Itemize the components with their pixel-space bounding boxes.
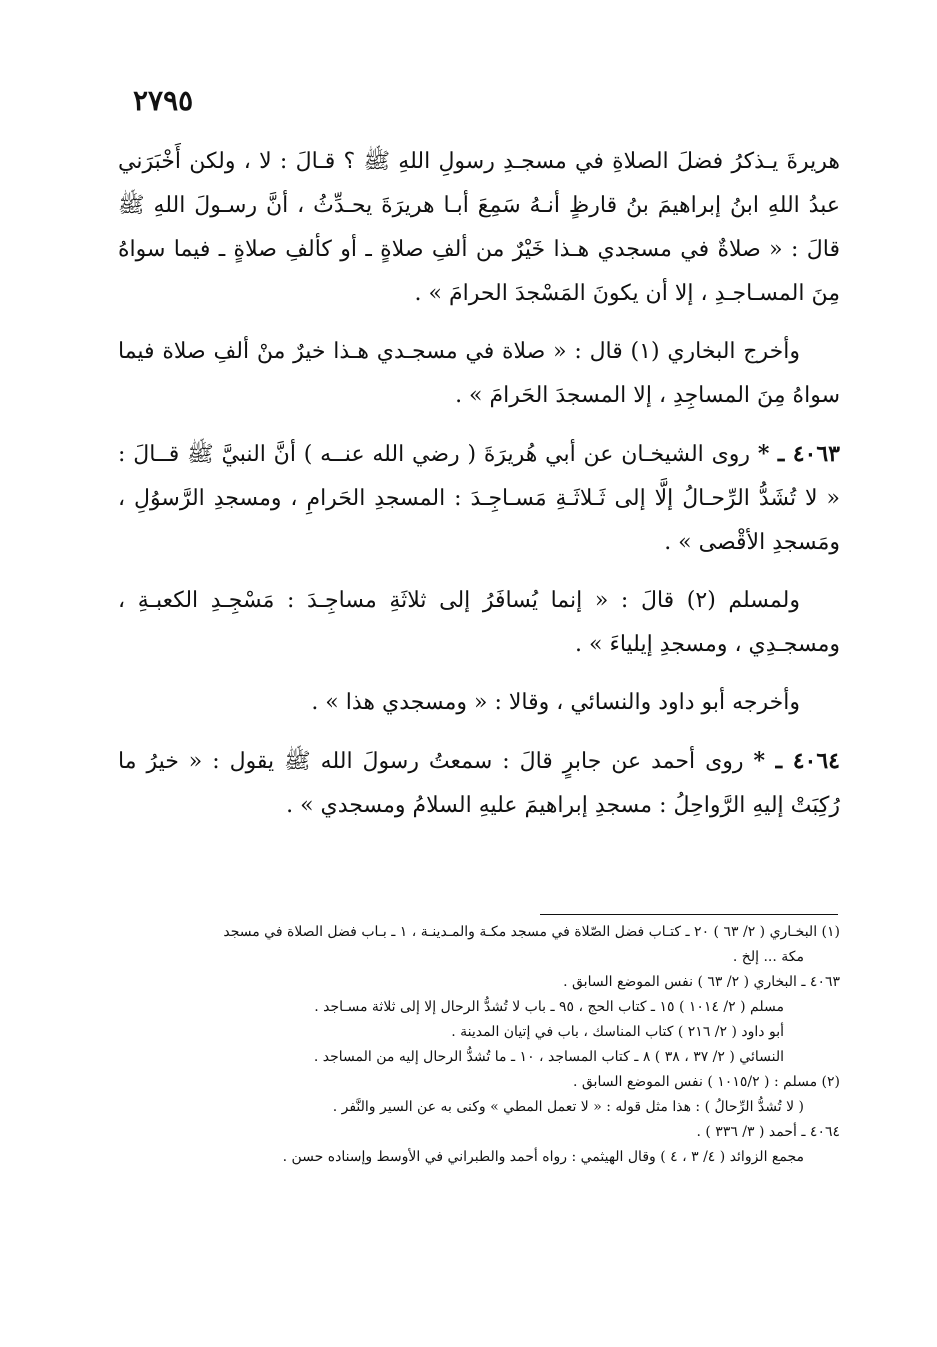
paragraph-abu-dawud: وأخرجه أبو داود والنسائي ، وقالا : « ومسجدي هذا » . [311, 690, 800, 715]
footnote-line: ٤٠٦٤ ـ أحمد ( ٣/ ٣٣٦ ) . [696, 1124, 840, 1140]
hadith-4063 [118, 432, 840, 565]
footnotes [140, 920, 840, 1170]
hadith-number: ٤٠٦٣ ـ * [757, 441, 840, 467]
footnote-line: ٤٠٦٣ ـ البخاري ( ٢/ ٦٣ ) نفس الموضع السابق . [563, 974, 840, 990]
footnote-line: مجمع الزوائد ( ٤/ ٣ ، ٤ ) وقال الهيثمي : رواه أحمد والطبراني في الأوسط وإسناده حسن . [282, 1149, 804, 1165]
page-number: ٢٧٩٥ [133, 84, 194, 117]
hadith-text: روى الشيخـان عن أبي هُريرَةَ ( رضي الله عنــه ) أنَّ النبيَّ ﷺ قــالَ : « لا تُشَدُّ الرِّحـالُ إلَّا إلى ثَـلاثَـةِ مَسـاجِـدَ : المسجدِ الحَرامِ ، ومسجدِ الرَّسوُلِ ، ومَسجدِ الأقْصى » . [118, 442, 840, 555]
paragraph-muslim: ولمسلم (٢) قالَ : « إنما يُسافَرُ إلى ثلاثَةِ مساجِـدَ : مَسْجِـدِ الكعبـةِ ، ومسجـدِي ، ومسجدِ إيلياءَ » . [118, 588, 840, 657]
footnote-line: النسائي ( ٢/ ٣٧ ، ٣٨ ) ٨ ـ كتاب المساجد ، ١٠ ـ ما تُشدُّ الرحال إليه من المساجد . [313, 1049, 784, 1065]
main-text [118, 140, 840, 842]
footnote-line: (١) البخـاري ( ٢/ ٦٣ ) ٢٠ ـ كتـاب فضل الصّلاة في مسجد مكـة والمـدينـة ، ١ ـ بـاب فضل الصلاة في مسجد [223, 924, 840, 940]
footnote-line: (٢) مسلم : ( ١٠١٥/٢ ) نفس الموضع السابق . [572, 1074, 840, 1090]
footnote-line: مكة ... إلخ . [732, 949, 804, 965]
hadith-4064 [118, 739, 840, 828]
hadith-text: روى أحمد عن جابرٍ قالَ : سمعتُ رسولَ الله ﷺ يقول : « خيرُ ما رُكِبَتْ إليهِ الرَّواحِلُ : مسجدِ إبراهيمَ عليهِ السلامُ ومسجدي » . [118, 749, 840, 818]
footnote-line: ( لا تُشدُّ الرِّحالُ ) : هذا مثل قوله : « لا تعمل المطي » وكنى به عن السير والنَّفر . [332, 1099, 804, 1115]
footnote-line: مسلم ( ٢/ ١٠١٤ ) ١٥ ـ كتاب الحج ، ٩٥ ـ باب لا تُشدُّ الرحال إلا إلى ثلاثة مسـاجد . [314, 999, 784, 1015]
footnote-divider [540, 914, 838, 915]
paragraph-bukhari: وأخرج البخاري (١) قال : « صلاة في مسجـدي هـذا خيرٌ منْ ألفِ صلاة فيما سواهُ مِنَ المساجِدِ ، إلا المسجدَ الحَرامَ » . [118, 339, 840, 408]
paragraph-continuation: هريرةَ يـذكرُ فضلَ الصلاةِ في مسجـدِ رسولِ اللهِ ﷺ ؟ قـالَ : لا ، ولكن أَخْبَرَني عبدُ اللهِ ابنُ إبراهيمَ بنُ قارظٍ أنـهُ سَمِعَ أبـا هريرَةَ يحـدِّثُ ، أنَّ رسـولَ اللهِ ﷺ قالَ : « صلاةٌ في مسجدي هـذا خَيْرٌ من ألفِ صلاةٍ ـ أو كألفِ صلاةٍ ـ فيما سواهُ مِنَ المسـاجـدِ ، إلا أن يكونَ المَسْجدَ الحرامَ » . [118, 149, 840, 306]
hadith-number: ٤٠٦٤ ـ * [753, 748, 840, 774]
footnote-line: أبو داود ( ٢/ ٢١٦ ) كتاب المناسك ، باب في إتيان المدينة . [451, 1024, 784, 1040]
